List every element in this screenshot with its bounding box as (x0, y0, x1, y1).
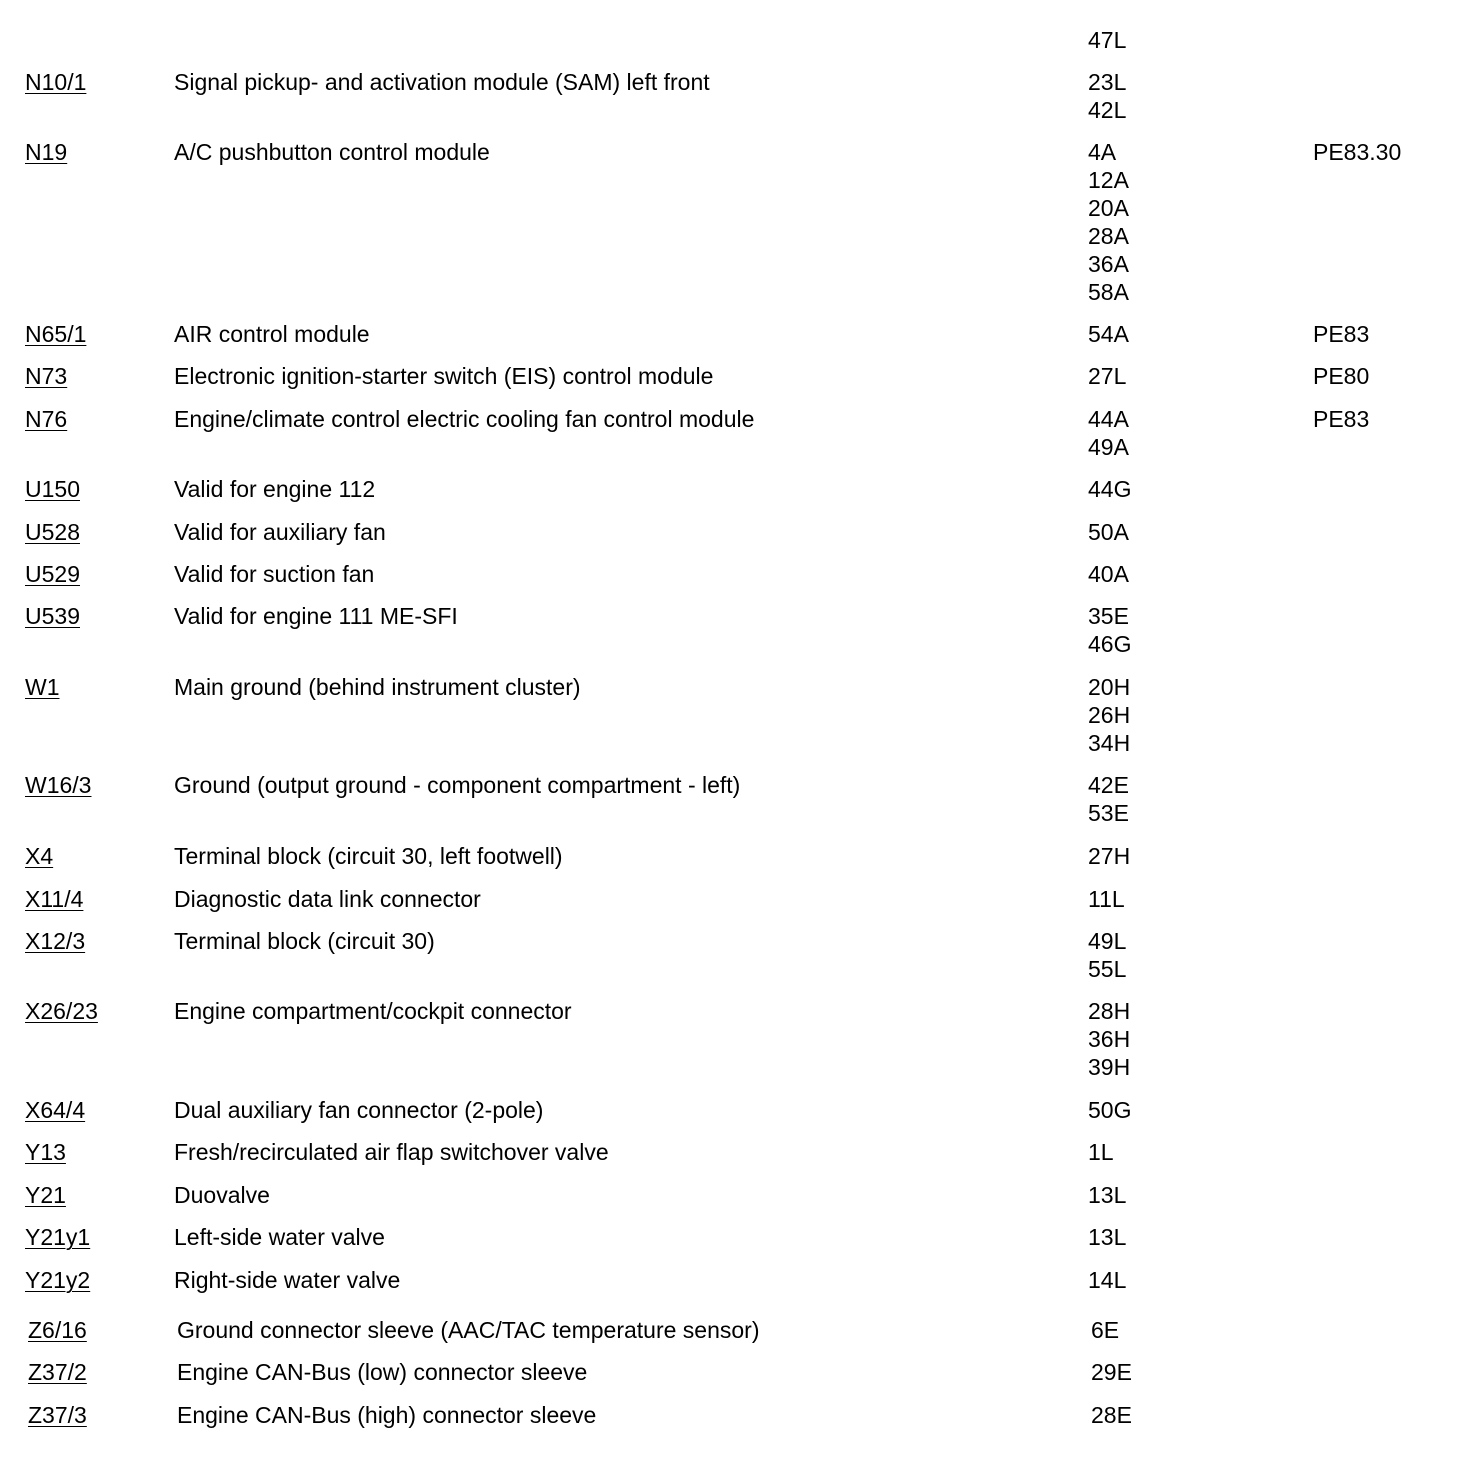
grid-coordinate: 4A (1088, 139, 1117, 165)
grid-coordinate: 44A (1088, 406, 1129, 432)
grid-coordinate: 49L (1088, 928, 1127, 954)
grid-coordinates (1088, 1223, 1126, 1251)
grid-coordinate: 44G (1088, 476, 1132, 502)
component-description: Ground connector sleeve (AAC/TAC temperature sensor) (177, 1317, 760, 1343)
grid-coordinate: 49A (1088, 434, 1129, 460)
grid-coordinates (1088, 1181, 1126, 1209)
grid-coordinate: 28A (1088, 223, 1129, 249)
component-code-link[interactable]: U539 (25, 603, 80, 629)
grid-coordinate: 26H (1088, 702, 1131, 728)
function-reference: PE83.30 (1313, 139, 1402, 165)
component-code-link[interactable]: X26/23 (25, 998, 98, 1024)
grid-coordinates (1088, 405, 1129, 461)
grid-coordinate: 50A (1088, 519, 1129, 545)
grid-coordinate: 58A (1088, 279, 1129, 305)
grid-coordinates (1088, 673, 1130, 757)
component-description: Left-side water valve (174, 1224, 385, 1250)
grid-coordinate: 46G (1088, 631, 1132, 657)
grid-coordinate: 50G (1088, 1097, 1132, 1123)
component-code-link[interactable]: X12/3 (25, 928, 86, 954)
grid-coordinate: 20A (1088, 195, 1129, 221)
component-description: Engine/climate control electric cooling fan control module (174, 406, 755, 432)
component-description: Fresh/recirculated air flap switchover valve (174, 1139, 609, 1165)
component-code-link[interactable]: W16/3 (25, 772, 92, 798)
component-code-link[interactable]: W1 (25, 674, 60, 700)
component-code-link[interactable]: U150 (25, 476, 80, 502)
grid-coordinates (1088, 68, 1126, 124)
component-code-link[interactable]: Z37/2 (28, 1359, 87, 1385)
grid-coordinate: 13L (1088, 1224, 1127, 1250)
grid-coordinate: 35E (1088, 603, 1129, 629)
grid-coordinates (1088, 1138, 1114, 1166)
component-description: Dual auxiliary fan connector (2-pole) (174, 1097, 544, 1123)
component-description: Signal pickup- and activation module (SAM) left front (174, 69, 710, 95)
grid-coordinates (1091, 1358, 1132, 1386)
grid-coordinate: 27H (1088, 843, 1131, 869)
component-description: Valid for engine 111 ME-SFI (174, 603, 458, 629)
grid-coordinates (1088, 927, 1126, 983)
grid-coordinates (1088, 560, 1129, 588)
grid-coordinate: 27L (1088, 363, 1127, 389)
function-reference: PE80 (1313, 363, 1370, 389)
function-reference: PE83 (1313, 406, 1370, 432)
component-description: Engine CAN-Bus (high) connector sleeve (177, 1402, 597, 1428)
component-code-link[interactable]: N76 (25, 406, 68, 432)
component-description: Ground (output ground - component compartment - left) (174, 772, 741, 798)
component-code-link[interactable]: X11/4 (25, 886, 84, 912)
grid-coordinate: 29E (1091, 1359, 1132, 1385)
grid-coordinate: 28H (1088, 998, 1131, 1024)
function-reference: PE83 (1313, 321, 1370, 347)
component-description: Terminal block (circuit 30) (174, 928, 435, 954)
grid-coordinate: 28E (1091, 1402, 1132, 1428)
grid-coordinate: 53E (1088, 800, 1129, 826)
grid-coordinate: 34H (1088, 730, 1131, 756)
grid-coordinate: 42L (1088, 97, 1127, 123)
grid-coordinates (1088, 362, 1126, 390)
component-code-link[interactable]: X64/4 (25, 1097, 86, 1123)
grid-coordinate: 23L (1088, 69, 1127, 95)
grid-coordinate: 14L (1088, 1267, 1127, 1293)
grid-coordinate: 39H (1088, 1054, 1131, 1080)
component-code-link[interactable]: N10/1 (25, 69, 87, 95)
component-code-link[interactable]: N73 (25, 363, 68, 389)
component-description: Valid for suction fan (174, 561, 375, 587)
component-code-link[interactable]: Y21y1 (25, 1224, 91, 1250)
grid-coordinates (1088, 518, 1129, 546)
component-code-link[interactable]: N65/1 (25, 321, 87, 347)
component-description: AIR control module (174, 321, 370, 347)
component-description: Engine CAN-Bus (low) connector sleeve (177, 1359, 588, 1385)
grid-coordinates (1088, 602, 1131, 658)
component-code-link[interactable]: N19 (25, 139, 68, 165)
grid-coordinate: 20H (1088, 674, 1131, 700)
grid-coordinates (1088, 842, 1130, 870)
grid-coordinates (1088, 475, 1131, 503)
grid-coordinate: 6E (1091, 1317, 1120, 1343)
grid-coordinate: 12A (1088, 167, 1129, 193)
grid-coordinate: 54A (1088, 321, 1129, 347)
component-description: Main ground (behind instrument cluster) (174, 674, 581, 700)
grid-coordinate: 1L (1088, 1139, 1114, 1165)
grid-coordinates (1091, 1401, 1132, 1429)
component-code-link[interactable]: U528 (25, 519, 80, 545)
grid-coordinates (1091, 1316, 1119, 1344)
grid-coordinate: 36A (1088, 251, 1129, 277)
grid-coordinate: 42E (1088, 772, 1129, 798)
grid-coordinates (1088, 320, 1129, 348)
grid-coordinate: 36H (1088, 1026, 1131, 1052)
grid-coordinate: 55L (1088, 956, 1127, 982)
component-description: Terminal block (circuit 30, left footwell) (174, 843, 563, 869)
component-description: Right-side water valve (174, 1267, 401, 1293)
grid-coordinate: 47L (1088, 27, 1127, 53)
component-code-link[interactable]: X4 (25, 843, 54, 869)
component-description: Valid for auxiliary fan (174, 519, 386, 545)
grid-coordinate: 11L (1088, 886, 1125, 912)
grid-coordinates (1088, 138, 1129, 306)
grid-coordinates (1088, 26, 1126, 54)
component-description: Duovalve (174, 1182, 270, 1208)
component-code-link[interactable]: Z37/3 (28, 1402, 87, 1428)
grid-coordinate: 40A (1088, 561, 1129, 587)
grid-coordinates (1088, 885, 1125, 913)
grid-coordinate: 13L (1088, 1182, 1127, 1208)
grid-coordinates (1088, 997, 1130, 1081)
component-description: Electronic ignition-starter switch (EIS) control module (174, 363, 714, 389)
component-code-link[interactable]: Y21y2 (25, 1267, 91, 1293)
component-code-link[interactable]: U529 (25, 561, 80, 587)
grid-coordinates (1088, 771, 1129, 827)
grid-coordinates (1088, 1096, 1131, 1124)
grid-coordinates (1088, 1266, 1126, 1294)
component-code-link[interactable]: Z6/16 (28, 1317, 87, 1343)
component-description: Engine compartment/cockpit connector (174, 998, 572, 1024)
component-description: A/C pushbutton control module (174, 139, 490, 165)
component-description: Diagnostic data link connector (174, 886, 481, 912)
component-description: Valid for engine 112 (174, 476, 376, 502)
component-code-link[interactable]: Y13 (25, 1139, 66, 1165)
component-code-link[interactable]: Y21 (25, 1182, 66, 1208)
